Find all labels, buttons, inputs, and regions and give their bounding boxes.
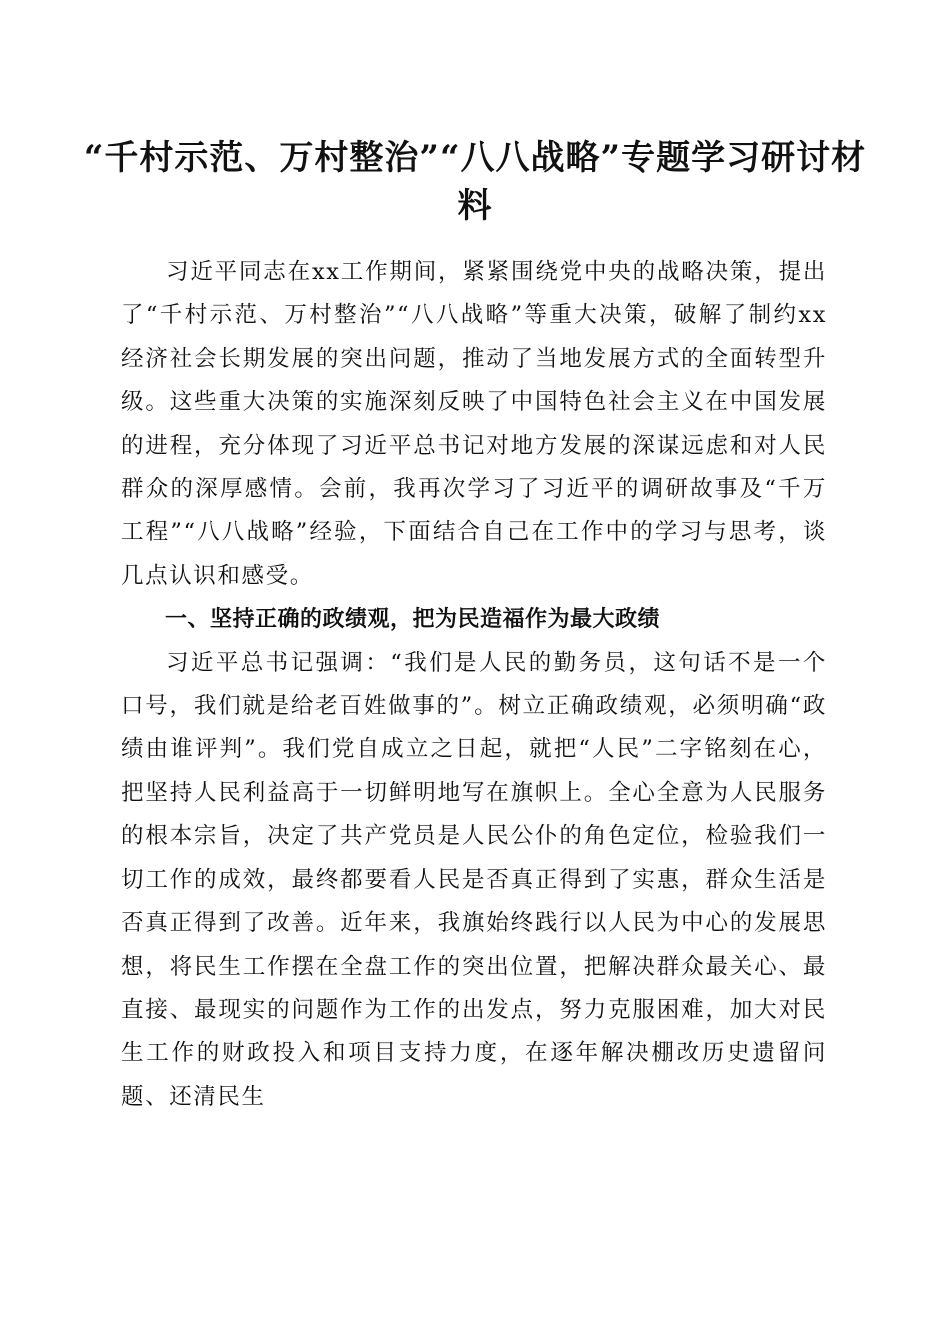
intro-paragraph: 习近平同志在xx工作期间，紧紧围绕党中央的战略决策，提出了“千村示范、万村整治”“八八战略”等重大决策，破解了制约xx经济社会长期发展的突出问题，推动了当地发展方式的全面转型升级。这些重大决策的实施深刻反映了中国特色社会主义在中国发展的进程，充分体现了习近平总书记对地方发展的深谋远虑和对人民群众的深厚感情。会前，我再次学习了习近平的调研故事及“千万工程”“八八战略”经验，下面结合自己在工作中的学习与思考，谈几点认识和感受。	[121, 259, 827, 589]
document-body	[121, 251, 827, 1119]
document-title: “千村示范、万村整治”“八八战略”专题学习研讨材料	[83, 138, 867, 226]
section-paragraph: 习近平总书记强调：“我们是人民的勤务员，这句话不是一个口号，我们就是给老百姓做事的”。树立正确政绩观，必须明确“政绩由谁评判”。我们党自成立之日起，就把“人民”二字铭刻在心，把坚持人民利益高于一切鲜明地写在旗帜上。全心全意为人民服务的根本宗旨，决定了共产党员是人民公仆的角色定位，检验我们一切工作的成效，最终都要看人民是否真正得到了实惠，群众生活是否真正得到了改善。近年来，我旗始终践行以人民为中心的发展思想，将民生工作摆在全盘工作的突出位置，把解决群众最关心、最直接、最现实的问题作为工作的出发点，努力克服困难，加大对民生工作的财政投入和项目支持力度，在逐年解决棚改历史遗留问题、还清民生	[121, 649, 827, 1110]
section-heading: 一、坚持正确的政绩观，把为民造福作为最大政绩	[165, 607, 661, 633]
